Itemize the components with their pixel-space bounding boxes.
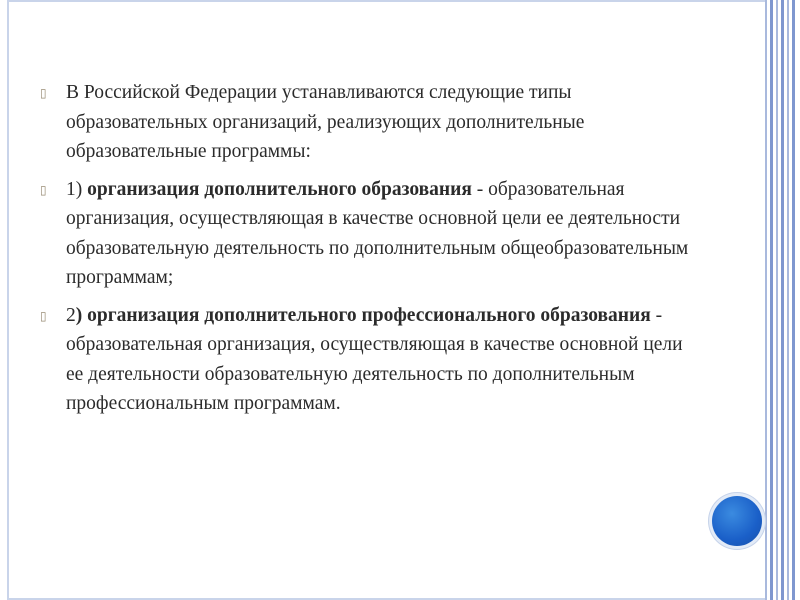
bullet-definition: - образовательная организация, осуществляющая в качестве основной цели ее деятельности образовательную деятельность по дополнительным общеобразовательным программам; bbox=[66, 178, 689, 288]
bullet-item-professional-education bbox=[40, 301, 700, 419]
decorative-rule bbox=[765, 0, 767, 600]
bullet-text: В Российской Федерации устанавливаются следующие типы образовательных организаций, реализующих дополнительные образовательные программы: bbox=[66, 82, 585, 162]
bullet-item-intro bbox=[40, 78, 700, 167]
bullet-lead: 2 bbox=[66, 304, 76, 326]
decorative-rule bbox=[781, 0, 784, 600]
frame-top-border bbox=[7, 0, 767, 2]
bullet-lead: 1) bbox=[66, 178, 88, 200]
slide-content bbox=[40, 78, 700, 427]
decorative-rule bbox=[770, 0, 773, 600]
decorative-circle-icon bbox=[712, 496, 762, 546]
bullet-marker-icon: ▯ bbox=[40, 182, 47, 197]
decorative-rule bbox=[776, 0, 778, 600]
bullet-list bbox=[40, 78, 700, 419]
bullet-marker-icon: ▯ bbox=[40, 86, 47, 100]
bullet-term: организация дополнительного образования bbox=[87, 178, 472, 200]
decorative-rule bbox=[787, 0, 789, 600]
frame-left-border bbox=[7, 0, 9, 600]
bullet-term: ) организация дополнительного профессионального образования bbox=[75, 304, 651, 326]
bullet-item-additional-education bbox=[40, 175, 700, 293]
decorative-rule bbox=[792, 0, 795, 600]
bullet-definition: - образовательная организация, осуществляющая в качестве основной цели ее деятельности образовательную деятельность по дополнительным профессиональным программам. bbox=[66, 304, 683, 414]
bullet-marker-icon: ▯ bbox=[40, 308, 47, 323]
